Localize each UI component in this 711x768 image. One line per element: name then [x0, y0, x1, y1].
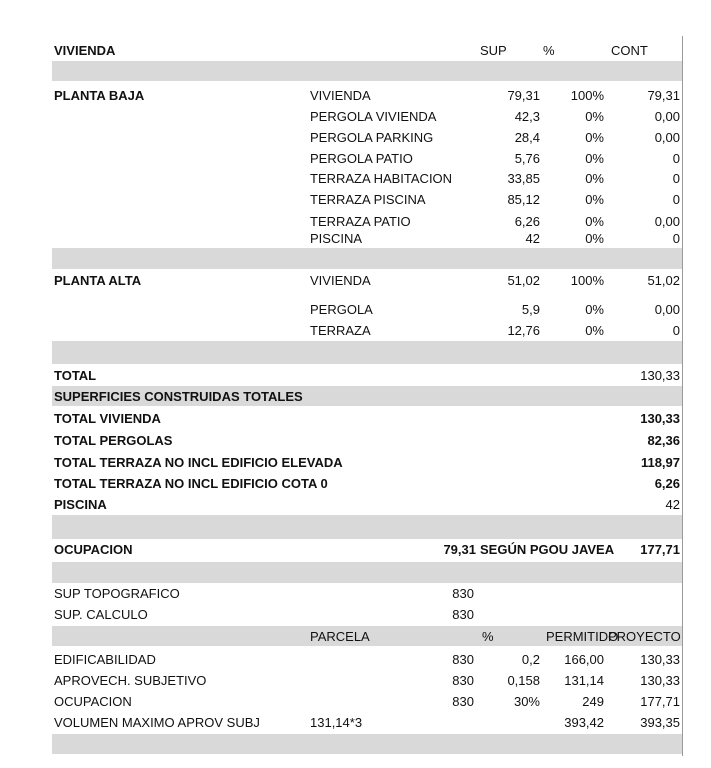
planta-alta-row [52, 320, 682, 340]
planta-baja-row [52, 211, 682, 231]
superficies-title: SUPERFICIES CONSTRUIDAS TOTALES [54, 388, 303, 404]
piscina-value: 42 [665, 496, 680, 512]
sup-topografico-value: 830 [452, 585, 474, 601]
planta-alta-row [52, 299, 682, 319]
section-label: PLANTA BAJA [54, 87, 145, 103]
area-pct: 0% [585, 230, 604, 246]
area-cont: 0 [672, 170, 680, 186]
ocupacion-row [52, 539, 682, 559]
param-pct: 30% [513, 693, 540, 709]
area-sup: 6,26 [514, 213, 540, 229]
separator-band [52, 341, 682, 364]
area-sup: 42 [525, 230, 540, 246]
area-pct: 0% [585, 170, 604, 186]
superficie-label: TOTAL PERGOLAS [54, 432, 173, 448]
area-name: PERGOLA PARKING [310, 129, 434, 145]
area-pct: 0% [585, 301, 604, 317]
area-name: PERGOLA PATIO [310, 150, 413, 166]
area-cont: 51,02 [647, 272, 680, 288]
planta-baja-row [52, 189, 682, 209]
area-cont: 0 [672, 230, 680, 246]
sup-calculo-label: SUP. CALCULO [54, 606, 148, 622]
superficie-row [52, 430, 682, 450]
param-row [52, 670, 682, 690]
param-proyecto: 177,71 [640, 693, 680, 709]
param-row [52, 649, 682, 669]
area-name: TERRAZA PISCINA [310, 191, 426, 207]
param-parcela [402, 712, 474, 732]
area-sup: 12,76 [507, 322, 540, 338]
area-name: PERGOLA VIVIENDA [310, 108, 437, 124]
param-parcela: 830 [452, 672, 474, 688]
pct-header: % [543, 42, 555, 58]
param-permitido: 393,42 [564, 714, 604, 730]
planta-baja-row [52, 85, 682, 105]
superficie-row [52, 452, 682, 472]
area-sup: 5,76 [514, 150, 540, 166]
spreadsheet [52, 36, 684, 756]
area-sup: 42,3 [514, 108, 540, 124]
area-sup: 79,31 [507, 87, 540, 103]
planta-baja-row [52, 148, 682, 168]
area-name: TERRAZA PATIO [310, 213, 411, 229]
superficie-value: 118,97 [640, 454, 680, 470]
param-permitido: 166,00 [564, 651, 604, 667]
param-label: EDIFICABILIDAD [54, 651, 156, 667]
sheet-title: VIVIENDA [54, 42, 116, 58]
area-pct: 0% [585, 129, 604, 145]
param-label: VOLUMEN MAXIMO APROV SUBJ [54, 714, 260, 730]
separator-band [52, 734, 682, 754]
separator-band [52, 248, 682, 269]
sup-calculo-value: 830 [452, 606, 474, 622]
param-row [52, 691, 682, 711]
area-name: VIVIENDA [310, 272, 371, 288]
area-pct: 0% [585, 191, 604, 207]
planta-baja-row [52, 229, 682, 247]
area-sup: 51,02 [507, 272, 540, 288]
param-proyecto: 130,33 [640, 651, 680, 667]
superficie-row [52, 408, 682, 428]
sup-calculo-row [52, 604, 682, 624]
cont-header: CONT [611, 42, 648, 58]
header-row [52, 40, 682, 60]
ocupacion-note: SEGÚN PGOU JAVEA [480, 541, 615, 557]
area-pct: 100% [570, 272, 604, 288]
superficie-row [52, 473, 682, 493]
planta-baja-row [52, 106, 682, 126]
superficie-value: 6,26 [654, 475, 680, 491]
param-permitido: 131,14 [564, 672, 604, 688]
area-sup: 85,12 [507, 191, 540, 207]
area-cont: 79,31 [647, 87, 680, 103]
ocupacion-result: 177,71 [640, 541, 680, 557]
area-name: PERGOLA [310, 301, 373, 317]
piscina-row [52, 494, 682, 514]
area-cont: 0 [672, 322, 680, 338]
area-pct: 0% [585, 150, 604, 166]
area-sup: 33,85 [507, 170, 540, 186]
separator-band [52, 61, 682, 81]
superficie-label: TOTAL TERRAZA NO INCL EDIFICIO COTA 0 [54, 475, 328, 491]
area-name: TERRAZA [310, 322, 371, 338]
param-label: APROVECH. SUBJETIVO [54, 672, 207, 688]
total-label: TOTAL [54, 367, 97, 383]
param-pct: 0,158 [507, 672, 540, 688]
param-parcela: 830 [452, 693, 474, 709]
total-row [52, 365, 682, 385]
area-cont: 0,00 [654, 108, 680, 124]
area-pct: 0% [585, 322, 604, 338]
superficies-header [52, 386, 682, 406]
area-cont: 0,00 [654, 301, 680, 317]
area-cont: 0 [672, 191, 680, 207]
superficie-label: TOTAL VIVIENDA [54, 410, 161, 426]
param-proyecto: 130,33 [640, 672, 680, 688]
sup-header: SUP [480, 42, 507, 58]
param-row [52, 712, 682, 732]
superficie-value: 130,33 [640, 410, 680, 426]
param-header [52, 626, 682, 646]
parcela-header: PARCELA [310, 628, 370, 644]
section-label: PLANTA ALTA [54, 272, 142, 288]
permitido-header: PERMITIDO [546, 628, 619, 644]
total-value: 130,33 [640, 367, 680, 383]
param-proyecto: 393,35 [640, 714, 680, 730]
area-cont: 0 [672, 150, 680, 166]
param-pct-header: % [482, 628, 494, 644]
area-sup: 28,4 [514, 129, 540, 145]
planta-baja-row [52, 127, 682, 147]
ocupacion-label: OCUPACION [54, 541, 133, 557]
param-parcela: 830 [452, 651, 474, 667]
proyecto-header: PROYECTO [608, 628, 681, 644]
param-extra: 131,14*3 [310, 714, 363, 730]
area-sup: 5,9 [521, 301, 540, 317]
ocupacion-value: 79,31 [443, 541, 476, 557]
param-pct: 0,2 [521, 651, 540, 667]
separator-band [52, 515, 682, 539]
superficie-value: 82,36 [647, 432, 680, 448]
area-cont: 0,00 [654, 129, 680, 145]
param-pct [478, 712, 540, 732]
param-label: OCUPACION [54, 693, 132, 709]
area-name: TERRAZA HABITACION [310, 170, 453, 186]
planta-alta-row [52, 270, 682, 290]
separator-band [52, 562, 682, 583]
area-pct: 0% [585, 108, 604, 124]
param-permitido: 249 [582, 693, 604, 709]
sup-topografico-label: SUP TOPOGRAFICO [54, 585, 180, 601]
area-cont: 0,00 [654, 213, 680, 229]
area-name: VIVIENDA [310, 87, 371, 103]
planta-baja-row [52, 168, 682, 188]
superficie-label: TOTAL TERRAZA NO INCL EDIFICIO ELEVADA [54, 454, 343, 470]
column-border [682, 36, 683, 756]
area-pct: 0% [585, 213, 604, 229]
area-pct: 100% [570, 87, 604, 103]
sup-topografico-row [52, 583, 682, 603]
piscina-label: PISCINA [54, 496, 107, 512]
area-name: PISCINA [310, 230, 363, 246]
